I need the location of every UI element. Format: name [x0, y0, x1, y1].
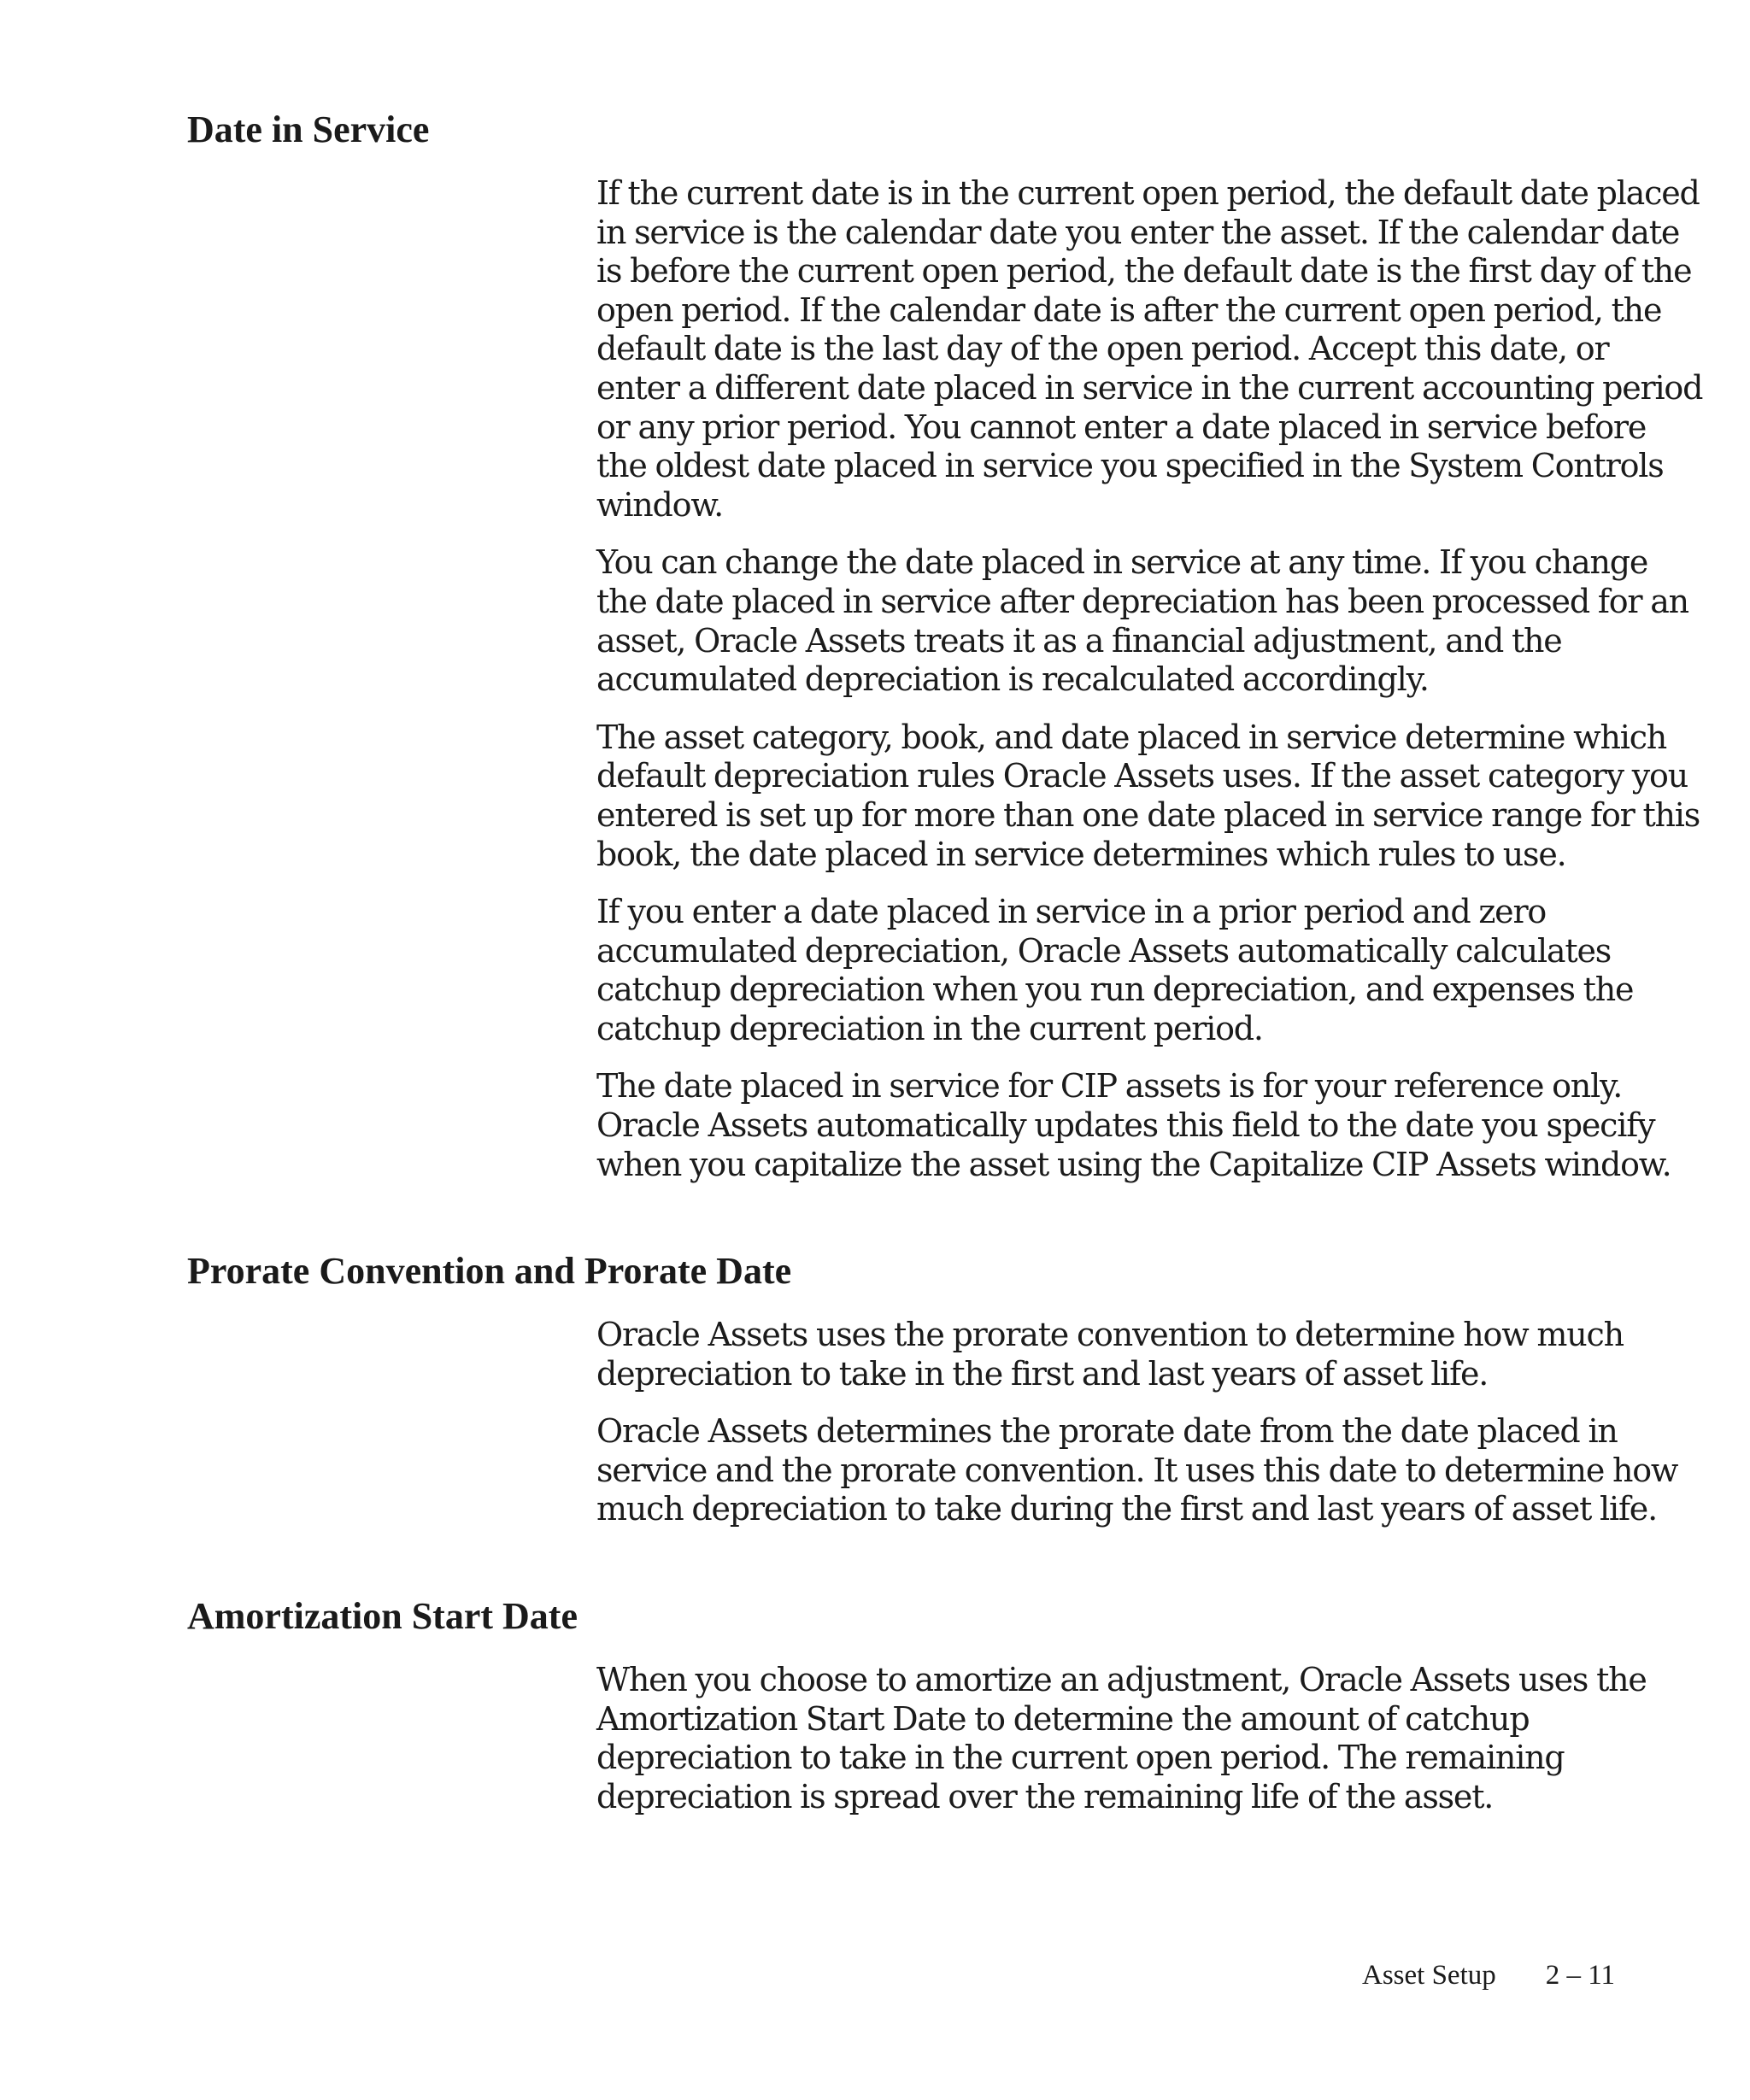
text-line: Oracle Assets automatically updates this field to the date you specify [596, 1106, 1655, 1145]
text-line: accumulated depreciation, Oracle Assets automatically calculates [596, 931, 1612, 970]
text-line: much depreciation to take during the first and last years of asset life. [596, 1490, 1657, 1528]
text-line: Amortization Start Date to determine the amount of catchup [596, 1699, 1530, 1738]
text-line: You can change the date placed in service at any time. If you change [596, 543, 1648, 582]
section-heading-amortization-start-date: Amortization Start Date [187, 1595, 578, 1637]
paragraph [596, 543, 1688, 699]
section-body-prorate-convention [596, 1316, 1678, 1548]
text-line: depreciation to take in the first and last years of asset life. [596, 1354, 1489, 1393]
text-line: enter a different date placed in service in the current accounting period [596, 368, 1703, 407]
page-footer [1362, 1958, 1615, 1992]
text-line: default depreciation rules Oracle Assets uses. If the asset category you [596, 757, 1688, 795]
text-line: the date placed in service after depreciation has been processed for an [596, 582, 1688, 620]
text-line: entered is set up for more than one date placed in service range for this [596, 795, 1700, 834]
text-line: or any prior period. You cannot enter a date placed in service before [596, 408, 1647, 446]
section-body-amortization-start-date [596, 1661, 1647, 1835]
text-line: window. [596, 485, 724, 524]
text-line: depreciation to take in the current open period. The remaining [596, 1739, 1565, 1777]
section-heading-date-in-service: Date in Service [187, 109, 430, 150]
text-line: open period. If the calendar date is after the current open period, the [596, 290, 1662, 329]
text-line: Oracle Assets determines the prorate date from the date placed in [596, 1412, 1618, 1451]
paragraph [596, 718, 1700, 874]
text-line: in service is the calendar date you enter the asset. If the calendar date [596, 213, 1680, 251]
paragraph [596, 1412, 1678, 1529]
paragraph [596, 174, 1703, 525]
text-line: accumulated depreciation is recalculated accordingly. [596, 660, 1429, 699]
paragraph [596, 1316, 1622, 1393]
text-line: The date placed in service for CIP assets is for your reference only. [596, 1067, 1623, 1106]
text-line: when you capitalize the asset using the Capitalize CIP Assets window. [596, 1145, 1671, 1183]
text-line: depreciation is spread over the remaining life of the asset. [596, 1777, 1494, 1816]
text-line: The asset category, book, and date placed in service determine which [596, 718, 1667, 756]
section-body-date-in-service [596, 174, 1703, 1203]
text-line: When you choose to amortize an adjustment, Oracle Assets uses the [596, 1661, 1647, 1698]
paragraph [596, 893, 1634, 1048]
text-line: catchup depreciation in the current period. [596, 1009, 1263, 1047]
text-line: book, the date placed in service determines which rules to use. [596, 835, 1566, 873]
text-line: is before the current open period, the default date is the first day of the [596, 252, 1692, 290]
text-line: service and the prorate convention. It uses this date to determine how [596, 1451, 1678, 1489]
paragraph [596, 1661, 1647, 1816]
section-heading-prorate-convention: Prorate Convention and Prorate Date [187, 1250, 792, 1292]
text-line: default date is the last day of the open period. Accept this date, or [596, 330, 1609, 368]
footer-chapter-title: Asset Setup [1362, 1960, 1496, 1991]
text-line: catchup depreciation when you run depreciation, and expenses the [596, 971, 1634, 1009]
text-line: the oldest date placed in service you specified in the System Controls [596, 447, 1664, 485]
text-line: If the current date is in the current open period, the default date placed [596, 174, 1700, 212]
footer-page-number: 2 – 11 [1545, 1960, 1616, 1991]
paragraph [596, 1067, 1671, 1184]
text-line: asset, Oracle Assets treats it as a financial adjustment, and the [596, 621, 1562, 660]
text-line: If you enter a date placed in service in a prior period and zero [596, 893, 1547, 931]
text-line: Oracle Assets uses the prorate convention to determine how much [596, 1316, 1624, 1353]
